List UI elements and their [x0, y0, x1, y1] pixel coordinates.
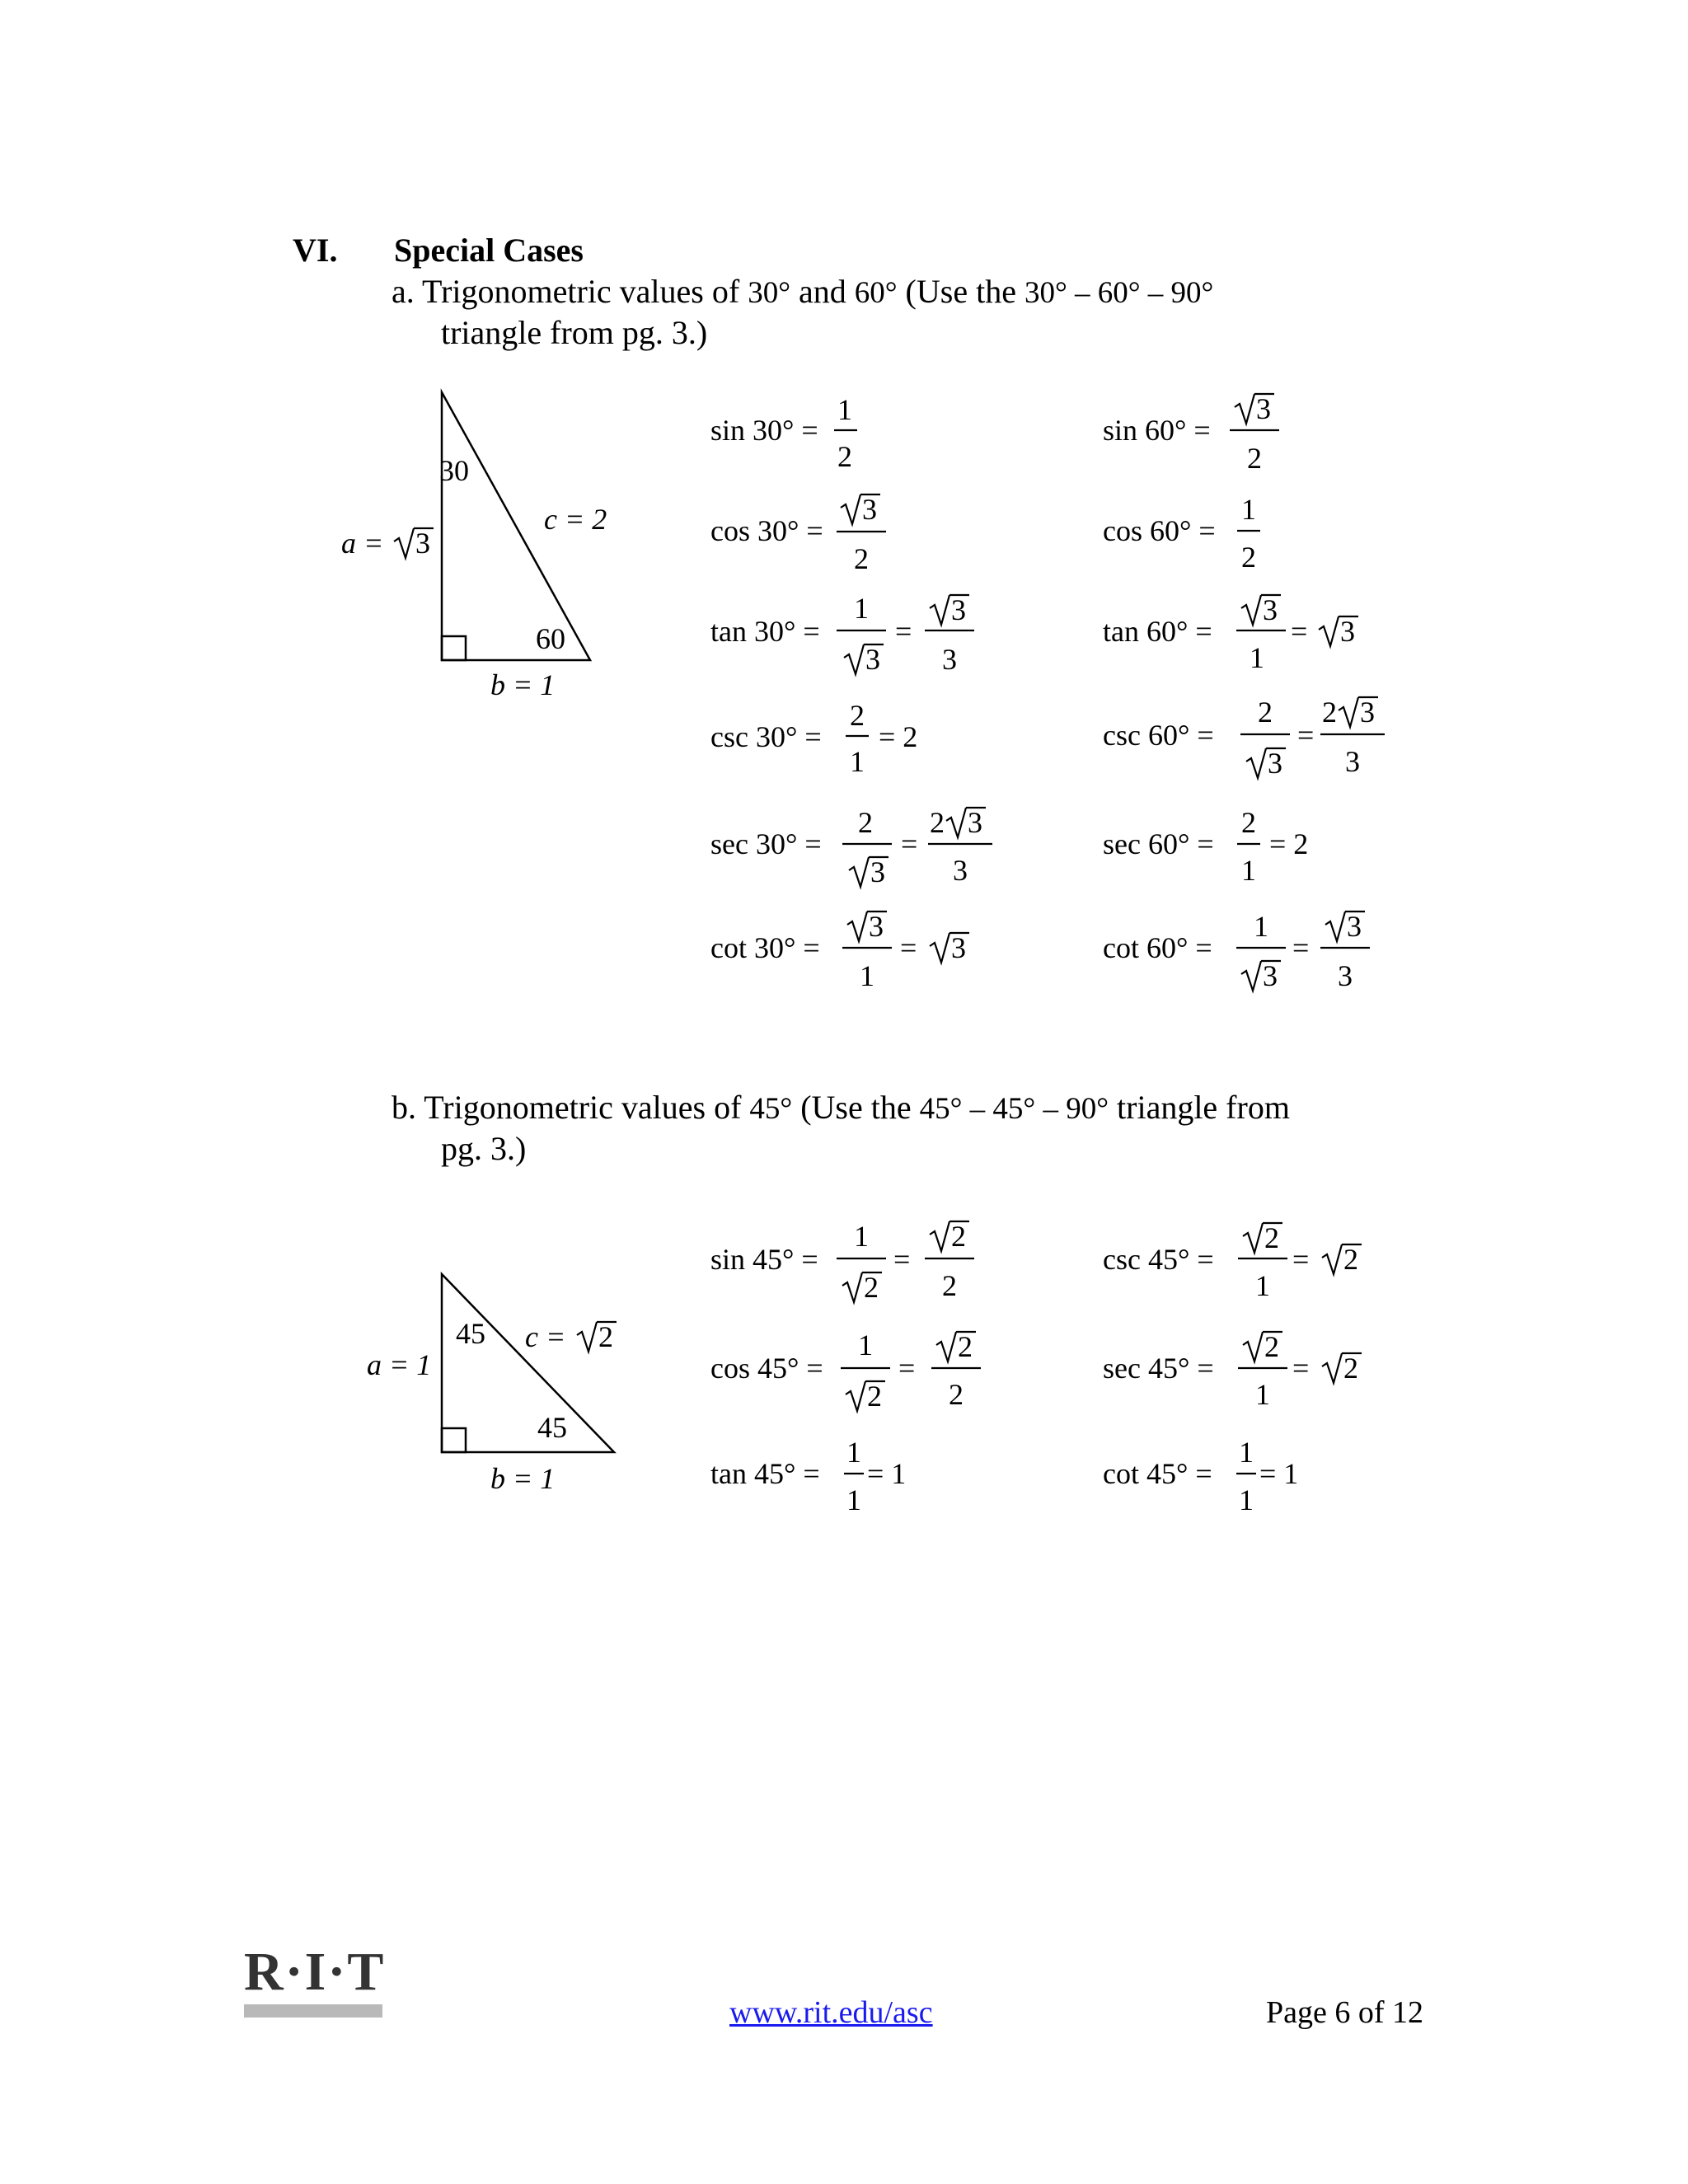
cot60-label: cot 60° =	[1103, 931, 1212, 964]
sin60-num-root: 3	[1256, 392, 1271, 425]
tan30-d1-root: 3	[865, 643, 880, 676]
sin45-eq: =	[893, 1243, 911, 1276]
tan30-label: tan 30° =	[710, 615, 820, 648]
triangle-b-top-angle: 45	[456, 1317, 485, 1350]
sec30-label: sec 30° =	[710, 827, 822, 860]
cot60-d2: 3	[1338, 959, 1353, 992]
triangle-45-45-90	[367, 1274, 617, 1495]
csc45-result-root: 2	[1343, 1243, 1358, 1276]
sin30-label: sin 30° =	[710, 414, 818, 447]
csc45-label: csc 45° =	[1103, 1243, 1214, 1276]
cot45-num: 1	[1239, 1436, 1254, 1469]
tan60-label: tan 60° =	[1103, 615, 1212, 648]
csc30-label: csc 30° =	[710, 720, 822, 753]
triangle-a-side-c: c = 2	[544, 503, 607, 536]
triangle-b-bottom-angle: 45	[537, 1411, 567, 1444]
part-a-marker: a.	[392, 273, 415, 310]
eq-tan60	[1103, 593, 1358, 674]
part-b-use-the: (Use the	[800, 1089, 912, 1126]
csc30-result: = 2	[879, 720, 918, 753]
cos45-eq: =	[898, 1352, 916, 1385]
eq-cos30	[710, 493, 886, 575]
csc60-label: csc 60° =	[1103, 719, 1214, 752]
csc60-n2-root: 3	[1360, 696, 1375, 729]
sin45-d1-root: 2	[864, 1271, 879, 1304]
sec30-eq: =	[901, 827, 918, 860]
eq-sec30	[710, 806, 992, 888]
tan45-num: 1	[846, 1436, 861, 1469]
triangle-45-45-90-shape	[442, 1274, 614, 1452]
part-b-deg45: 45°	[749, 1092, 793, 1126]
csc45-num-root: 2	[1264, 1221, 1279, 1254]
sin45-d2: 2	[942, 1269, 957, 1302]
sin60-label: sin 60° =	[1103, 414, 1211, 447]
cot30-result-prefix: =	[900, 931, 917, 964]
tan30-eq: =	[895, 615, 912, 648]
right-angle-marker-1	[442, 636, 466, 660]
tan60-num-root: 3	[1263, 593, 1278, 626]
eq-sin45	[710, 1220, 974, 1304]
footer-link[interactable]: www.rit.edu/asc	[729, 1995, 933, 2030]
tan60-den: 1	[1250, 641, 1264, 674]
csc60-d2: 3	[1345, 745, 1360, 778]
cos60-label: cos 60° =	[1103, 514, 1216, 547]
cos45-d2: 2	[949, 1378, 964, 1411]
sec30-n2-root: 3	[968, 806, 982, 839]
cos45-n1: 1	[858, 1329, 873, 1361]
csc60-n1: 2	[1258, 696, 1273, 729]
part-b-text2: triangle from	[1117, 1089, 1290, 1126]
sin60-den: 2	[1247, 442, 1262, 475]
triangle-a-bottom-angle: 60	[536, 622, 565, 655]
sec45-num-root: 2	[1264, 1330, 1279, 1363]
sin45-n1: 1	[854, 1220, 869, 1253]
tan60-result-prefix: =	[1291, 615, 1308, 648]
sin45-label: sin 45° =	[710, 1243, 818, 1276]
sec60-label: sec 60° =	[1103, 827, 1214, 860]
csc30-den: 1	[850, 745, 865, 778]
section-number: VI.	[293, 232, 338, 269]
cot60-eq: =	[1292, 931, 1310, 964]
rit-logo	[244, 1942, 386, 2013]
part-a-and: and	[798, 273, 846, 310]
sec30-n1: 2	[858, 806, 873, 839]
cos30-den: 2	[854, 542, 869, 575]
eq-tan30	[710, 592, 974, 676]
cos30-label: cos 30° =	[710, 514, 823, 547]
sin30-num: 1	[837, 393, 852, 426]
tan45-label: tan 45° =	[710, 1457, 820, 1490]
part-a-deg30: 30°	[748, 276, 790, 310]
page-number: Page 6 of 12	[1266, 1995, 1424, 2030]
cos30-num-root: 3	[862, 493, 877, 526]
csc45-result-prefix: =	[1292, 1243, 1310, 1276]
part-b-line2: pg. 3.)	[441, 1130, 527, 1167]
triangle-30-60-90	[341, 392, 607, 701]
csc60-eq: =	[1297, 719, 1315, 752]
tan30-n1: 1	[854, 592, 869, 625]
rit-logo-bar	[244, 2004, 382, 2018]
eq-sec45	[1103, 1330, 1362, 1411]
eq-csc30	[710, 699, 917, 778]
eq-cot60	[1103, 910, 1370, 992]
eq-sec60	[1103, 806, 1308, 887]
part-a-triangle-name: 30° – 60° – 90°	[1024, 276, 1214, 310]
part-a-text: Trigonometric values of	[422, 273, 740, 310]
sec60-den: 1	[1241, 854, 1256, 887]
cos45-label: cos 45° =	[710, 1352, 823, 1385]
part-a-use-the: (Use the	[905, 273, 1016, 310]
triangle-a-top-angle: 30	[439, 454, 469, 487]
cos45-n2-root: 2	[958, 1330, 973, 1363]
csc60-n2-coef: 2	[1322, 696, 1337, 729]
eq-cos60	[1103, 493, 1260, 574]
right-angle-marker-2	[442, 1428, 466, 1452]
tan60-result-root: 3	[1340, 615, 1355, 648]
cos60-den: 2	[1241, 541, 1256, 574]
tan30-n2-root: 3	[951, 593, 966, 626]
csc60-d1-root: 3	[1268, 747, 1282, 780]
tan45-den: 1	[846, 1483, 861, 1516]
cot60-n2-root: 3	[1347, 910, 1362, 943]
eq-cot45	[1103, 1436, 1298, 1516]
eq-cos45	[710, 1329, 981, 1413]
cot45-result: = 1	[1259, 1457, 1299, 1490]
eq-csc45	[1103, 1221, 1362, 1302]
tan45-result: = 1	[867, 1457, 907, 1490]
cot45-label: cot 45° =	[1103, 1457, 1212, 1490]
eq-tan45	[710, 1436, 906, 1516]
eq-sin60	[1103, 392, 1279, 475]
triangle-a-side-a	[341, 527, 434, 560]
cot30-label: cot 30° =	[710, 931, 820, 964]
triangle-b-side-c-root: 2	[598, 1320, 613, 1353]
sec30-n2-coef: 2	[930, 806, 945, 839]
triangle-b-side-c-prefix: c =	[525, 1320, 566, 1353]
cot30-result-root: 3	[951, 931, 966, 964]
sec30-d2: 3	[953, 854, 968, 887]
sec45-result-root: 2	[1343, 1352, 1358, 1385]
sec30-d1-root: 3	[870, 855, 885, 888]
eq-cot30	[710, 910, 969, 992]
cot30-num-root: 3	[869, 910, 884, 943]
eq-sin30	[710, 393, 857, 473]
sin30-den: 2	[837, 440, 852, 473]
cot45-den: 1	[1239, 1483, 1254, 1516]
sec45-result-prefix: =	[1292, 1352, 1310, 1385]
eq-csc60	[1103, 696, 1385, 780]
triangle-b-side-c	[525, 1320, 617, 1353]
cos60-num: 1	[1241, 493, 1256, 526]
part-a-deg60: 60°	[854, 276, 898, 310]
part-a-line2: triangle from pg. 3.)	[441, 314, 708, 351]
tan30-d2: 3	[942, 643, 957, 676]
cos45-d1-root: 2	[867, 1380, 882, 1413]
part-b-triangle-name: 45° – 45° – 90°	[919, 1092, 1109, 1126]
cot60-d1-root: 3	[1263, 959, 1278, 992]
sin45-n2-root: 2	[951, 1220, 966, 1253]
triangle-a-side-a-root: 3	[415, 527, 430, 560]
sec60-num: 2	[1241, 806, 1256, 839]
rit-logo-text: R·I·T	[244, 1942, 386, 2002]
sec60-result: = 2	[1269, 827, 1309, 860]
part-b-text: Trigonometric values of	[424, 1089, 742, 1126]
csc45-den: 1	[1255, 1269, 1270, 1302]
cot60-n1: 1	[1254, 910, 1268, 943]
sec45-label: sec 45° =	[1103, 1352, 1214, 1385]
part-b-marker: b.	[392, 1089, 416, 1126]
triangle-b-side-b: b = 1	[490, 1462, 556, 1495]
section-title: Special Cases	[394, 232, 584, 269]
cot30-den: 1	[860, 959, 874, 992]
sec45-den: 1	[1255, 1378, 1270, 1411]
csc30-num: 2	[850, 699, 865, 732]
triangle-a-side-a-prefix: a =	[341, 527, 384, 560]
triangle-b-side-a: a = 1	[367, 1348, 432, 1381]
triangle-a-side-b: b = 1	[490, 668, 556, 701]
